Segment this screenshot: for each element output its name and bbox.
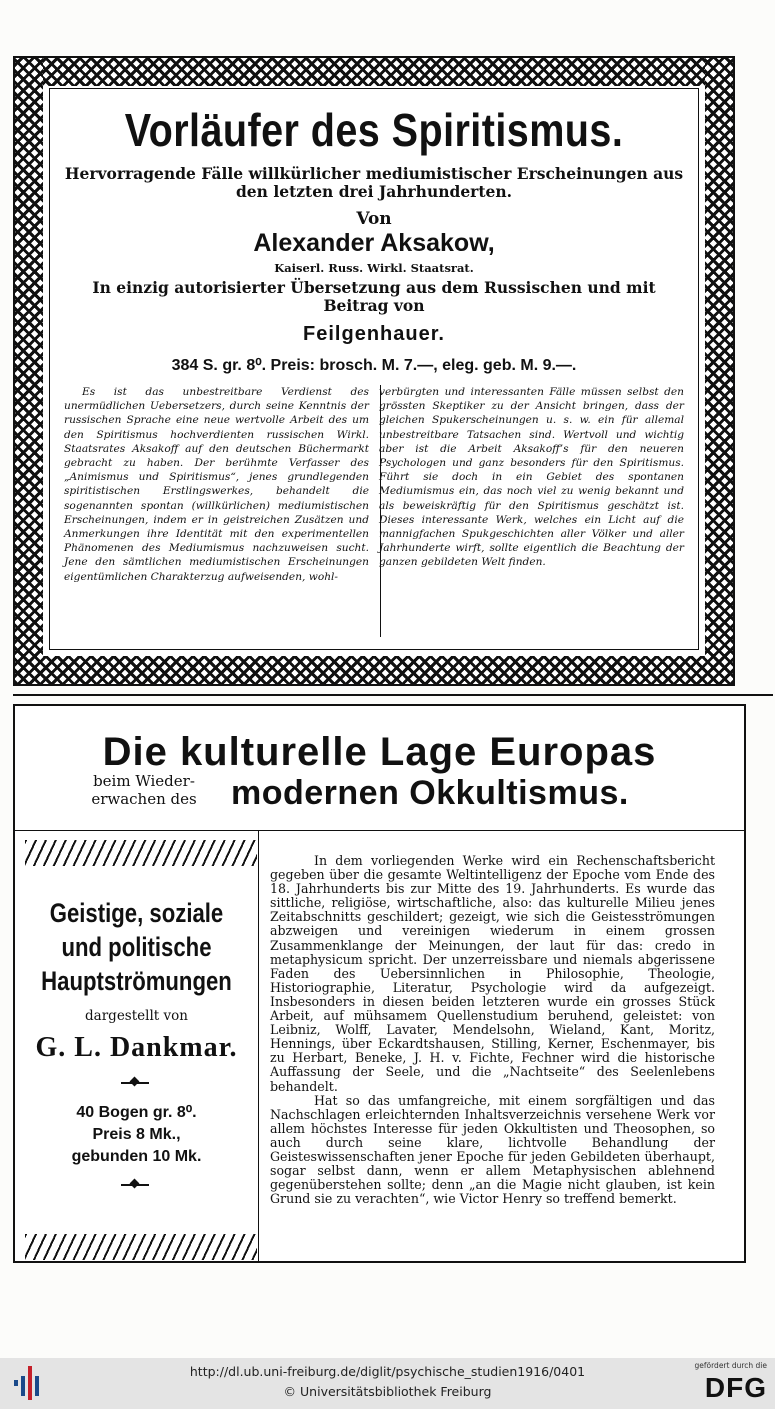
ornamental-border-right — [705, 58, 733, 684]
permalink[interactable] — [0, 1364, 775, 1379]
ad2-price-line2: Preis 8 Mk., — [92, 1126, 181, 1143]
hatched-ornament-top — [25, 840, 257, 866]
ad2-presented-by: dargestellt von — [85, 1008, 188, 1024]
viewer-footer — [0, 1358, 775, 1409]
ad1-von: Von — [356, 209, 392, 229]
hatched-ornament-bottom — [25, 1234, 257, 1260]
ad2-headline: Die kulturelle Lage Europas — [102, 730, 657, 774]
ad2-horizontal-rule — [15, 830, 744, 831]
ad1-translator: Feilgenhauer. — [303, 323, 445, 345]
ad1-column-right: verbürgten und interessanten Fälle müssen selbst den grössten Skeptiker zu der Ansicht bringen, dass der gleichen Spukerscheinungen u. s. w. ein für allemal unbestreitbare Tatsachen sind. Wertvoll und wichtig aber ist die Arbeit Aksakoff’s für den neueren Psychologen und ganz besonders für den Spiritismus. Führt sie doch in ein Gebiet des spontanen Mediumismus ein, das noch viel zu wenig bekannt und als beweiskräftig für den Spiritismus geschätzt ist. Dieses interessante Werk, welches ein Licht auf die mannigfachen Spukgeschichten aller Völker und aller Jahrhunderte wirft, sollte eigentlich die Beachtung der ganzen gebildeten Welt finden. — [379, 386, 684, 569]
ad1-column-left: Es ist das unbestreitbare Verdienst des unermüdlichen Uebersetzers, durch seine Kenntnis der russischen Sprache eine neue wertvolle Arbeit des um den Spiritismus hochverdienten russischen Wirkl. Staatsrates Aksakoff auf den deutschen Büchermarkt gebracht zu haben. Der berühmte Verfasser des „Animismus und Spiritismus“, jenes grundlegenden spiritistischen Erstlingswerkes, behandelt die sogenannten spontan (willkürlichen) mediumistischen Erscheinungen, indem er in geistreichen Zusätzen und Anmerkungen ihre Identität mit den experimentellen Phänomenen des Mediumismus nachzuweisen sucht. Jene den sämtlichen mediumistischen Erscheinungen eigentümlichen Charakterzug aufweisenden, wohl- — [64, 386, 369, 583]
ad1-author-rank: Kaiserl. Russ. Wirkl. Staatsrat. — [274, 261, 474, 275]
section-divider — [13, 694, 773, 696]
copyright: © Universitätsbibliothek Freiburg — [283, 1384, 492, 1399]
ad1-title: Vorläufer des Spiritismus. — [124, 104, 624, 156]
permalink-text[interactable]: http://dl.ub.uni-freiburg.de/diglit/psychische_studien1916/0401 — [189, 1364, 586, 1379]
ornament-mark — [121, 1078, 149, 1088]
ad2-book-title-line2: und politische — [61, 932, 212, 962]
ad1-description — [64, 385, 684, 641]
ad2-paragraph: In dem vorliegenden Werke wird ein Rechenschaftsbericht gegeben über die gesamte Weltintelligenz der Epoche vom Ende des 18. Jahrhunderts bis zur Mitte des 19. Jahrhunderts. Es wurde das sittliche, religiöse, wirtschaftliche, also: das kulturelle Milieu jenes Zeitabschnitts geschildert; gezeigt, wie sich die Geistesströmungen abzweigen und vereinigen wiederum in einem grossen Zusammenklange der Meinungen, der laut für das: credo in metaphysicum spricht. Der unzerreissbare und niemals abgerissene Faden des Uebersinnlichen in Philosophie, Theologie, Historiographie, Literatur, Psychologie wird da aufgezeigt. Insbesonders in diesen beiden letzteren wurde ein grosses Stück Arbeit, auf mühsamem Quellenstudium beruhend, geleistet: von Leibniz, Wolff, Lavater, Mendelsohn, Wieland, Kant, Moritz, Hennings, über Eckardtshausen, Stilling, Kerner, Eschenmayer, bis zu Herbart, Beneke, J. H. v. Fichte, Fechner wird die historische Auffassung der Seele, und die „Nachtseite“ des Seelenlebens behandelt. — [270, 853, 715, 1094]
ornamental-border-top — [15, 58, 733, 86]
ad2-paragraph: Hat so das umfangreiche, mit einem sorgfältigen und das Nachschlagen erleichternden Inhaltsverzeichnis versehene Werk vor allem höchstes Interesse für jeden Okkultisten und Theosophen, so auch durch seine klare, lichtvolle Behandlung der Geisteswissenschaften jener Epoche für jeden Gebildeten überhaupt, sogar selbst dann, wenn er allem Metaphysischen ablehnend gegenüberstehen sollte; denn „an die Magie nicht glauben, ist kein Grund sie zu verachten“, wie Victor Henry so treffend bemerkt. — [270, 1092, 715, 1207]
ornamental-border-bottom — [15, 656, 733, 684]
ad1-price: 384 S. gr. 8⁰. Preis: brosch. M. 7.—, eleg. geb. M. 9.—. — [171, 357, 577, 374]
ad2-book-title-line1: Geistige, soziale — [49, 898, 224, 928]
ad2-price-line1: 40 Bogen gr. 8⁰. — [76, 1104, 197, 1121]
ornament-mark — [121, 1180, 149, 1190]
dfg-logo: DFG — [704, 1372, 767, 1403]
ad2-book-title — [37, 896, 236, 998]
ad1-author: Alexander Aksakow, — [253, 229, 495, 257]
advertisement-vorlaeufer — [13, 56, 735, 686]
ad2-headline-connector — [70, 772, 218, 808]
ad2-price — [15, 1102, 258, 1168]
ad1-content — [49, 88, 699, 650]
funding-note: gefördert durch die — [694, 1361, 767, 1370]
ad2-price-line3: gebunden 10 Mk. — [71, 1148, 202, 1165]
ad2-book-title-line3: Hauptströmungen — [41, 966, 232, 996]
ad2-headline-second: modernen Okkultismus. — [231, 774, 629, 812]
ad1-translation-note: In einzig autorisierter Übersetzung aus dem Russischen und mit Beitrag von — [92, 278, 656, 315]
ad1-subtitle: Hervorragende Fälle willkürlicher mediumistischer Erscheinungen aus den letzten drei Jahrhunderten. — [64, 164, 684, 201]
ad2-author: G. L. Dankmar. — [35, 1032, 238, 1063]
ornamental-border-left — [15, 58, 43, 684]
ad2-vertical-rule — [258, 830, 259, 1261]
ad2-connector-text: beim Wieder- erwachen des — [91, 772, 197, 808]
ad2-body-text — [270, 854, 715, 1206]
advertisement-kulturelle-lage — [13, 704, 746, 1263]
